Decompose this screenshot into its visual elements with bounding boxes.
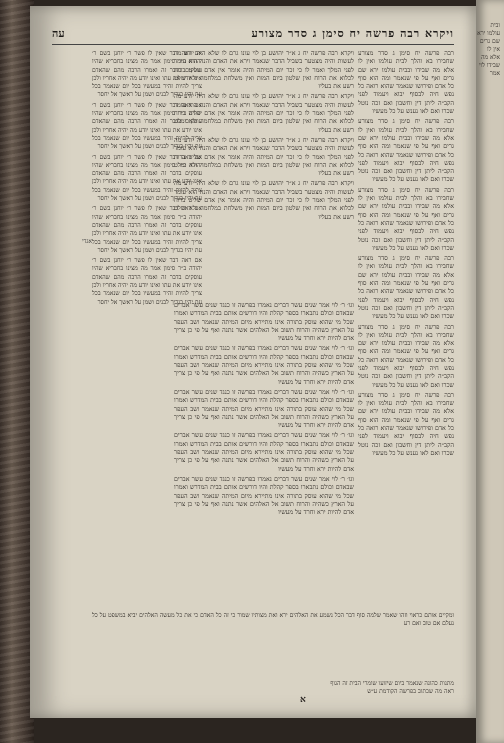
book-cover-edge <box>0 0 34 743</box>
signature-mark: א <box>300 695 308 705</box>
adjacent-page-text: ובית עולמו ירא שם גרים אין לו אלא מה שבידו לוי אמר <box>477 22 500 77</box>
right-column-text-cont4: רבה פרשה יח סימן ג סדר מצורע שחבירו בא והלך לבית עולמו ואין לו אלא מה שבידו ובבית עולמו ירא שם גרים ואף על פי שנאמר ומה הוא סוף כל אדם ופירושו שנאמר שהוא רואה כל נפש חיה לבסוף יבוא ויעמוד לפני הקב״ה ליתן דין וחשבון ואם זכה נוטל שכרו ואם לאו נענש על כל מעשיו <box>358 323 454 389</box>
upper-main-text-cont2: ויקרא רבה פרשה יח ג א״ר יהושע בן לוי עונו גרם לו שלא היה יודע מה לעשות והיה מצטער בשביל הדבר שנאמר וירא את האדם והנה הוא עומד לפני המלך ואמר לו כי זכר יום המיתה והיה אומר אין אדם שליט ברוח לכלוא את הרוח ואין שלטון ביום המות ואין משלחת במלחמה ולא ימלט רשע את בעליו <box>174 136 354 178</box>
header-rule <box>52 44 454 45</box>
margin-note: אגדי <box>81 238 92 245</box>
lower-main-text-cont: וגו׳ ר׳ לוי אמר שנים עשר דברים נאמרו בפרשה זו כנגד שנים עשר אברים שבאדם וכולם נתבארו בספר קהלת והיו דורשים אותם בבית המדרש ואמרו שכל מי שהוא עוסק בתורה אינו מתיירא מיום המיתה שנאמר ושב העפר על הארץ כשהיה והרוח תשוב אל האלהים אשר נתנה ואף על פי כן צריך אדם להיות ירא וחרד על מעשיו <box>174 345 354 386</box>
commentary-column-right <box>358 50 454 662</box>
bottom-text: ומקיים אותם כראוי וזהו שאמר שלמה סוף דבר הכל נשמע את האלהים ירא ואת מצותיו שמור כי זה כל האדם כי את כל מעשה האלהים יביא במשפט על כל נעלם אם טוב ואם רע <box>92 612 454 627</box>
footer-line-1: מתנות כהונה שנאמר ביום שיזועו שומרי הבית זה הגוף <box>330 680 454 687</box>
adjacent-page-edge <box>476 0 504 743</box>
lower-main-text-cont3: וגו׳ ר׳ לוי אמר שנים עשר דברים נאמרו בפרשה זו כנגד שנים עשר אברים שבאדם וכולם נתבארו בספר קהלת והיו דורשים אותם בבית המדרש ואמרו שכל מי שהוא עוסק בתורה אינו מתיירא מיום המיתה שנאמר ושב העפר על הארץ כשהיה והרוח תשוב אל האלהים אשר נתנה ואף על פי כן צריך אדם להיות ירא וחרד על מעשיו <box>174 432 354 473</box>
commentary-column-left <box>92 50 202 610</box>
left-column-text-cont4: אם ראה דבר שאין לו פשר ר׳ יוחנן בשם ר׳ יהודה ב״ר סימון אמר מה מצינו בחבריא שהיו עוסקים בדבר זה ואמרו הרבה מהם שהאדם אינו יודע את עתו ואינו יודע מה יהיה אחריו ולכן צריך להיות זהיר במעשיו בכל יום שנאמר בכל עת יהיו בגדיך לבנים ושמן על ראשך אל יחסר <box>92 257 202 306</box>
lower-main-text-cont2: וגו׳ ר׳ לוי אמר שנים עשר דברים נאמרו בפרשה זו כנגד שנים עשר אברים שבאדם וכולם נתבארו בספר קהלת והיו דורשים אותם בבית המדרש ואמרו שכל מי שהוא עוסק בתורה אינו מתיירא מיום המיתה שנאמר ושב העפר על הארץ כשהיה והרוח תשוב אל האלהים אשר נתנה ואף על פי כן צריך אדם להיות ירא וחרד על מעשיו <box>174 388 354 430</box>
left-column-text-cont2: אם ראה דבר שאין לו פשר ר׳ יוחנן בשם ר׳ יהודה ב״ר סימון אמר מה מצינו בחבריא שהיו עוסקים בדבר זה ואמרו הרבה מהם שהאדם אינו יודע את עתו ואינו יודע מה יהיה אחריו ולכן צריך להיות זהיר במעשיו בכל יום שנאמר בכל עת יהיו בגדיך לבנים ושמן על ראשך אל יחסר <box>92 153 202 203</box>
right-column-text-cont3: רבה פרשה יח סימן ג סדר מצורע שחבירו בא והלך לבית עולמו ואין לו אלא מה שבידו ובבית עולמו ירא שם גרים ואף על פי שנאמר ומה הוא סוף כל אדם ופירושו שנאמר שהוא רואה כל נפש חיה לבסוף יבוא ויעמוד לפני הקב״ה ליתן דין וחשבון ואם זכה נוטל שכרו ואם לאו נענש על כל מעשיו <box>358 255 454 321</box>
left-column-text: אם ראה דבר שאין לו פשר ר׳ יוחנן בשם ר׳ יהודה ב״ר סימון אמר מה מצינו בחבריא שהיו עוסקים בדבר זה ואמרו הרבה מהם שהאדם אינו יודע את עתו ואינו יודע מה יהיה אחריו ולכן צריך להיות זהיר במעשיו בכל יום שנאמר בכל עת יהיו בגדיך לבנים ושמן על ראשך אל יחסר <box>92 50 202 99</box>
right-column-text-cont5: רבה פרשה יח סימן ג סדר מצורע שחבירו בא והלך לבית עולמו ואין לו אלא מה שבידו ובבית עולמו ירא שם גרים ואף על פי שנאמר ומה הוא סוף כל אדם ופירושו שנאמר שהוא רואה כל נפש חיה לבסוף יבוא ויעמוד לפני הקב״ה ליתן דין וחשבון ואם זכה נוטל שכרו ואם לאו נענש על כל מעשיו <box>358 391 454 457</box>
right-column-text-cont: רבה פרשה יח סימן ג סדר מצורע שחבירו בא והלך לבית עולמו ואין לו אלא מה שבידו ובבית עולמו ירא שם גרים ואף על פי שנאמר ומה הוא סוף כל אדם ופירושו שנאמר שהוא רואה כל נפש חיה לבסוף יבוא ויעמוד לפני הקב״ה ליתן דין וחשבון ואם זכה נוטל שכרו ואם לאו נענש על כל מעשיו <box>358 118 454 184</box>
book-page <box>30 6 476 718</box>
upper-main-text: ויקרא רבה פרשה יח ג א״ר יהושע בן לוי עונו גרם לו שלא היה יודע מה לעשות והיה מצטער בשביל הדבר שנאמר וירא את האדם והנה הוא עומד לפני המלך ואמר לו כי זכר יום המיתה והיה אומר אין אדם שליט ברוח לכלוא את הרוח ואין שלטון ביום המות ואין משלחת במלחמה ולא ימלט רשע את בעליו <box>174 50 354 91</box>
folio-number: עה <box>52 26 65 40</box>
lower-main-text-cont4: וגו׳ ר׳ לוי אמר שנים עשר דברים נאמרו בפרשה זו כנגד שנים עשר אברים שבאדם וכולם נתבארו בספר קהלת והיו דורשים אותם בבית המדרש ואמרו שכל מי שהוא עוסק בתורה אינו מתיירא מיום המיתה שנאמר ושב העפר על הארץ כשהיה והרוח תשוב אל האלהים אשר נתנה ואף על פי כן צריך אדם להיות ירא וחרד על מעשיו <box>174 475 354 517</box>
left-column-text-cont3: אם ראה דבר שאין לו פשר ר׳ יוחנן בשם ר׳ יהודה ב״ר סימון אמר מה מצינו בחבריא שהיו עוסקים בדבר זה ואמרו הרבה מהם שהאדם אינו יודע את עתו ואינו יודע מה יהיה אחריו ולכן צריך להיות זהיר במעשיו בכל יום שנאמר בכל עת יהיו בגדיך לבנים ושמן על ראשך אל יחסר <box>92 205 202 254</box>
right-column-text-cont2: רבה פרשה יח סימן ג סדר מצורע שחבירו בא והלך לבית עולמו ואין לו אלא מה שבידו ובבית עולמו ירא שם גרים ואף על פי שנאמר ומה הוא סוף כל אדם ופירושו שנאמר שהוא רואה כל נפש חיה לבסוף יבוא ויעמוד לפני הקב״ה ליתן דין וחשבון ואם זכה נוטל שכרו ואם לאו נענש על כל מעשיו <box>358 186 454 252</box>
lower-main-text: וגו׳ ר׳ לוי אמר שנים עשר דברים נאמרו בפרשה זו כנגד שנים עשר אברים שבאדם וכולם נתבארו בספר קהלת והיו דורשים אותם בבית המדרש ואמרו שכל מי שהוא עוסק בתורה אינו מתיירא מיום המיתה שנאמר ושב העפר על הארץ כשהיה והרוח תשוב אל האלהים אשר נתנה ואף על פי כן צריך אדם להיות ירא וחרד על מעשיו <box>174 302 354 343</box>
upper-main-text-cont: ויקרא רבה פרשה יח ג א״ר יהושע בן לוי עונו גרם לו שלא היה יודע מה לעשות והיה מצטער בשביל הדבר שנאמר וירא את האדם והנה הוא עומד לפני המלך ואמר לו כי זכר יום המיתה והיה אומר אין אדם שליט ברוח לכלוא את הרוח ואין שלטון ביום המות ואין משלחת במלחמה ולא ימלט רשע את בעליו <box>174 93 354 134</box>
left-column-text-cont: אם ראה דבר שאין לו פשר ר׳ יוחנן בשם ר׳ יהודה ב״ר סימון אמר מה מצינו בחבריא שהיו עוסקים בדבר זה ואמרו הרבה מהם שהאדם אינו יודע את עתו ואינו יודע מה יהיה אחריו ולכן צריך להיות זהיר במעשיו בכל יום שנאמר בכל עת יהיו בגדיך לבנים ושמן על ראשך אל יחסר <box>92 101 202 151</box>
page-header <box>52 24 454 42</box>
upper-main-text-cont3: ויקרא רבה פרשה יח ג א״ר יהושע בן לוי עונו גרם לו שלא היה יודע מה לעשות והיה מצטער בשביל הדבר שנאמר וירא את האדם והנה הוא עומד לפני המלך ואמר לו כי זכר יום המיתה והיה אומר אין אדם שליט ברוח לכלוא את הרוח ואין שלטון ביום המות ואין משלחת במלחמה ולא ימלט רשע את בעליו <box>174 180 354 221</box>
footer-line-2: ראה מה שכתוב בפרשה הקודמת ע״ש <box>367 688 454 695</box>
right-column-text: רבה פרשה יח סימן ג סדר מצורע שחבירו בא והלך לבית עולמו ואין לו אלא מה שבידו ובבית עולמו ירא שם גרים ואף על פי שנאמר ומה הוא סוף כל אדם ופירושו שנאמר שהוא רואה כל נפש חיה לבסוף יבוא ויעמוד לפני הקב״ה ליתן דין וחשבון ואם זכה נוטל שכרו ואם לאו נענש על כל מעשיו <box>358 50 454 116</box>
running-title: ויקרא רבה פרשה יח סימן ג סדר מצורע <box>251 26 454 40</box>
bottom-text-block <box>92 612 454 664</box>
page-footer <box>120 680 454 704</box>
